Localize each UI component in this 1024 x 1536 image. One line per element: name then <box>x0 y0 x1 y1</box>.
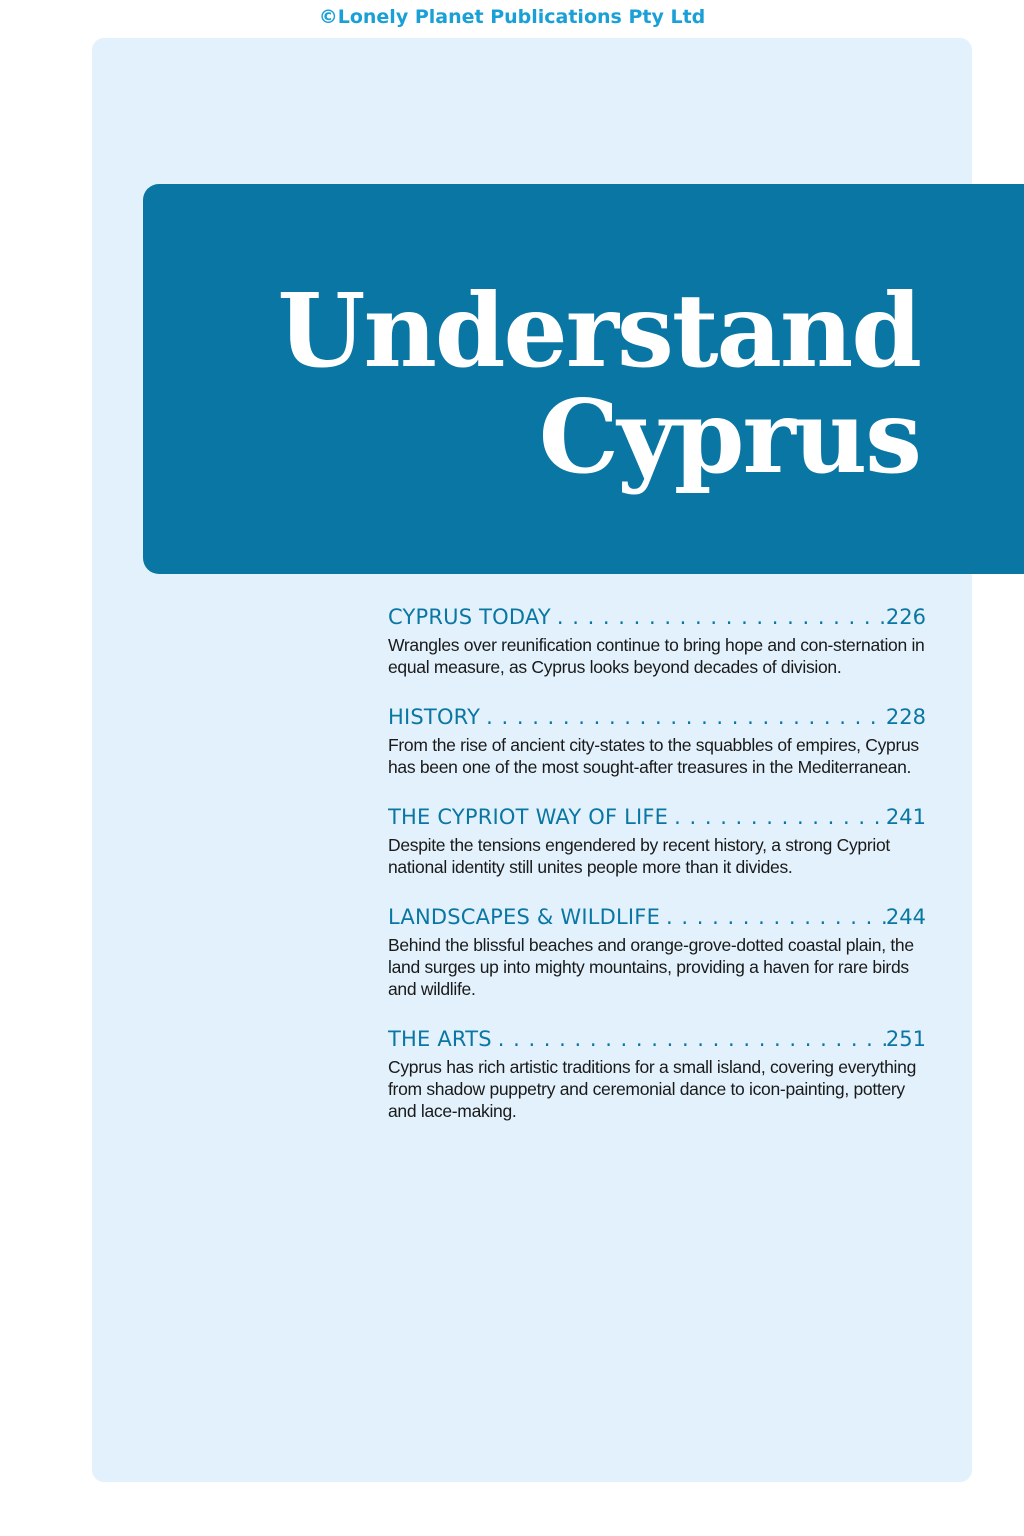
toc-entry-heading[interactable] <box>388 602 926 632</box>
toc-entry-description: Behind the blissful beaches and orange-grove-dotted coastal plain, the land surges up into mighty mountains, providing a haven for rare birds and wildlife. <box>388 935 914 999</box>
page-title-line-2: Cyprus <box>538 377 920 496</box>
toc-entry-title[interactable]: LANDSCAPES & WILDLIFE <box>388 905 661 929</box>
dot-leader <box>480 702 886 732</box>
toc-entry-page[interactable]: 226 <box>885 605 926 629</box>
page-title-line-1: Understand <box>277 271 920 390</box>
toc-entry-description: Wrangles over reunification continue to bring hope and con-sternation in equal measure, as Cyprus looks beyond decades of division. <box>388 635 925 677</box>
toc-entry-page[interactable]: 228 <box>885 705 926 729</box>
toc-entry-title[interactable]: HISTORY <box>388 705 481 729</box>
toc-entry-title[interactable]: CYPRUS TODAY <box>388 605 551 629</box>
toc-entry-title[interactable]: THE CYPRIOT WAY OF LIFE <box>388 805 669 829</box>
dot-leader <box>492 1024 886 1054</box>
toc-entry-way-of-life <box>388 802 926 878</box>
toc-entry-cyprus-today <box>388 602 926 678</box>
toc-entry-description: Despite the tensions engendered by recent history, a strong Cypriot national identity still unites people more than it divides. <box>388 835 890 877</box>
toc-entry-heading[interactable] <box>388 802 926 832</box>
toc-entry-page[interactable]: 244 <box>885 905 926 929</box>
toc-entry-heading[interactable] <box>388 902 926 932</box>
dot-leader <box>660 902 886 932</box>
toc-entry-description: Cyprus has rich artistic traditions for a small island, covering everything from shadow puppetry and ceremonial dance to icon-painting, pottery and lace-making. <box>388 1057 916 1121</box>
toc-entry-heading[interactable] <box>388 702 926 732</box>
toc-entry-landscapes <box>388 902 926 1000</box>
toc-entry-title[interactable]: THE ARTS <box>388 1027 492 1051</box>
table-of-contents <box>388 602 926 1146</box>
toc-entry-page[interactable]: 241 <box>885 805 926 829</box>
toc-entry-description: From the rise of ancient city-states to the squabbles of empires, Cyprus has been one of the most sought-after treasures in the Mediterranean. <box>388 735 919 777</box>
toc-entry-arts <box>388 1024 926 1122</box>
toc-entry-heading[interactable] <box>388 1024 926 1054</box>
toc-entry-page[interactable]: 251 <box>885 1027 926 1051</box>
toc-entry-history <box>388 702 926 778</box>
dot-leader <box>551 602 886 632</box>
copyright-notice: ©Lonely Planet Publications Pty Ltd <box>318 6 706 28</box>
page-title <box>277 271 920 496</box>
dot-leader <box>668 802 886 832</box>
